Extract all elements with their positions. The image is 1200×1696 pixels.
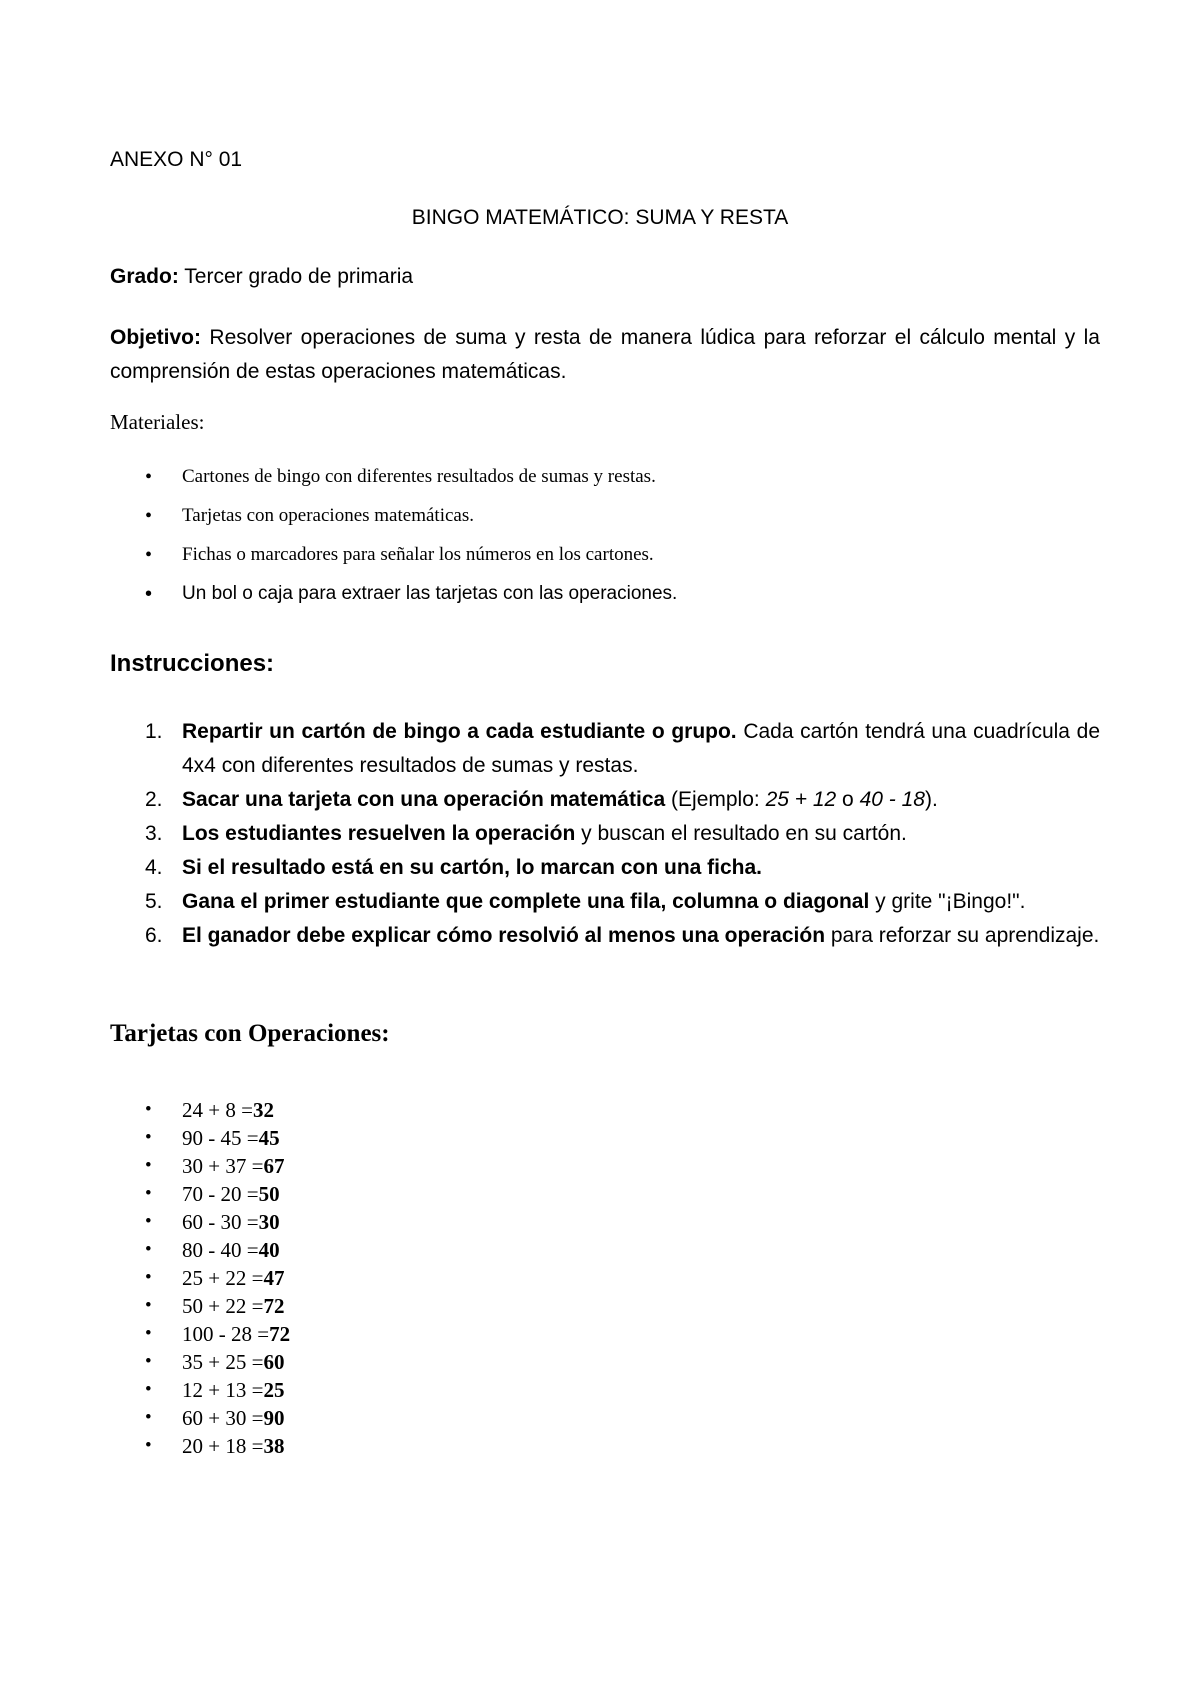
- materiales-heading: Materiales:: [110, 410, 205, 434]
- item-bold: Sacar una tarjeta con una operación matemática: [182, 788, 666, 811]
- item-bold: Gana el primer estudiante que complete una fila, columna o diagonal: [182, 890, 870, 913]
- list-item: [145, 1292, 745, 1320]
- operation: 12 + 13 =: [182, 1378, 264, 1402]
- annex-label: ANEXO N° 01: [110, 148, 243, 171]
- result: 67: [263, 1154, 285, 1178]
- item-text: y grite "¡Bingo!".: [869, 890, 1026, 913]
- list-item: • Tarjetas con operaciones matemáticas.: [145, 501, 1045, 540]
- list-item: [145, 1124, 745, 1152]
- result: 40: [258, 1238, 280, 1262]
- list-item: [145, 885, 1100, 919]
- list-item: [145, 1348, 745, 1376]
- list-item: • Un bol o caja para extraer las tarjetas con las operaciones.: [145, 579, 1045, 618]
- operation: 50 + 22 =: [182, 1294, 264, 1318]
- operation: 70 - 20 =: [182, 1182, 259, 1206]
- objetivo-label: Objetivo:: [110, 326, 202, 349]
- grado-line: [110, 265, 413, 289]
- result: 38: [263, 1434, 285, 1458]
- item-number: 2.: [145, 788, 163, 811]
- item-bold: Repartir un cartón de bingo a cada estudiante o grupo.: [182, 720, 737, 743]
- result: 25: [263, 1378, 285, 1402]
- list-item: [145, 1432, 745, 1460]
- instrucciones-list: [145, 715, 1100, 953]
- operation: 20 + 18 =: [182, 1434, 264, 1458]
- item-number: 5.: [145, 890, 163, 913]
- list-item: [145, 1180, 745, 1208]
- list-item: [145, 1208, 745, 1236]
- operation: 35 + 25 =: [182, 1350, 264, 1374]
- instrucciones-heading: Instrucciones:: [110, 650, 275, 677]
- list-item: [145, 715, 1100, 783]
- list-item: [145, 817, 1100, 851]
- operation: 24 + 8 =: [182, 1098, 253, 1122]
- list-item: [145, 783, 1100, 817]
- operation: 90 - 45 =: [182, 1126, 259, 1150]
- item-text: ).: [924, 788, 938, 811]
- materiales-list: [145, 462, 1045, 618]
- item-text: para reforzar su aprendizaje.: [825, 924, 1100, 947]
- grado-label: Grado:: [110, 265, 179, 288]
- list-item: [145, 1404, 745, 1432]
- tarjetas-list: [145, 1096, 745, 1460]
- operation: 60 - 30 =: [182, 1210, 259, 1234]
- result: 30: [258, 1210, 280, 1234]
- result: 72: [263, 1294, 285, 1318]
- result: 47: [263, 1266, 285, 1290]
- list-item: [145, 1152, 745, 1180]
- operation: 80 - 40 =: [182, 1238, 259, 1262]
- list-item: [145, 1096, 745, 1124]
- operation: 25 + 22 =: [182, 1266, 264, 1290]
- example-operation: 40 - 18: [859, 788, 925, 811]
- item-text: o: [836, 788, 860, 811]
- operation: 100 - 28 =: [182, 1322, 270, 1346]
- list-item: [145, 1236, 745, 1264]
- list-item: [145, 851, 1100, 885]
- item-number: 1.: [145, 720, 163, 743]
- objetivo-text: Resolver operaciones de suma y resta de manera lúdica para reforzar el cálculo mental y la comprensión de estas operaciones matemáticas.: [110, 326, 1100, 383]
- tarjetas-heading: Tarjetas con Operaciones:: [110, 1020, 390, 1047]
- document-title: BINGO MATEMÁTICO: SUMA Y RESTA: [411, 206, 789, 229]
- list-item: [145, 1376, 745, 1404]
- result: 45: [258, 1126, 280, 1150]
- example-operation: 25 + 12: [765, 788, 837, 811]
- objetivo-paragraph: [110, 321, 1100, 389]
- result: 72: [269, 1322, 291, 1346]
- result: 32: [252, 1098, 274, 1122]
- list-item: • Fichas o marcadores para señalar los números en los cartones.: [145, 540, 1045, 579]
- operation: 30 + 37 =: [182, 1154, 264, 1178]
- item-text: y buscan el resultado en su cartón.: [575, 822, 907, 845]
- item-number: 6.: [145, 924, 163, 947]
- operation: 60 + 30 =: [182, 1406, 264, 1430]
- list-item: • Cartones de bingo con diferentes resultados de sumas y restas.: [145, 462, 1045, 501]
- list-item: [145, 1264, 745, 1292]
- result: 50: [258, 1182, 280, 1206]
- item-bold: El ganador debe explicar cómo resolvió al menos una operación: [182, 924, 826, 947]
- item-text: (Ejemplo:: [665, 788, 766, 811]
- item-number: 3.: [145, 822, 163, 845]
- result: 60: [263, 1350, 285, 1374]
- item-number: 4.: [145, 856, 163, 879]
- grado-text: Tercer grado de primaria: [178, 265, 414, 288]
- list-item: [145, 919, 1100, 953]
- result: 90: [263, 1406, 285, 1430]
- item-bold: Los estudiantes resuelven la operación: [182, 822, 576, 845]
- item-bold: Si el resultado está en su cartón, lo marcan con una ficha.: [182, 856, 763, 879]
- item-text: Cada cartón tendrá una cuadrícula de 4x4 con diferentes resultados de sumas y restas.: [182, 720, 1101, 777]
- list-item: [145, 1320, 745, 1348]
